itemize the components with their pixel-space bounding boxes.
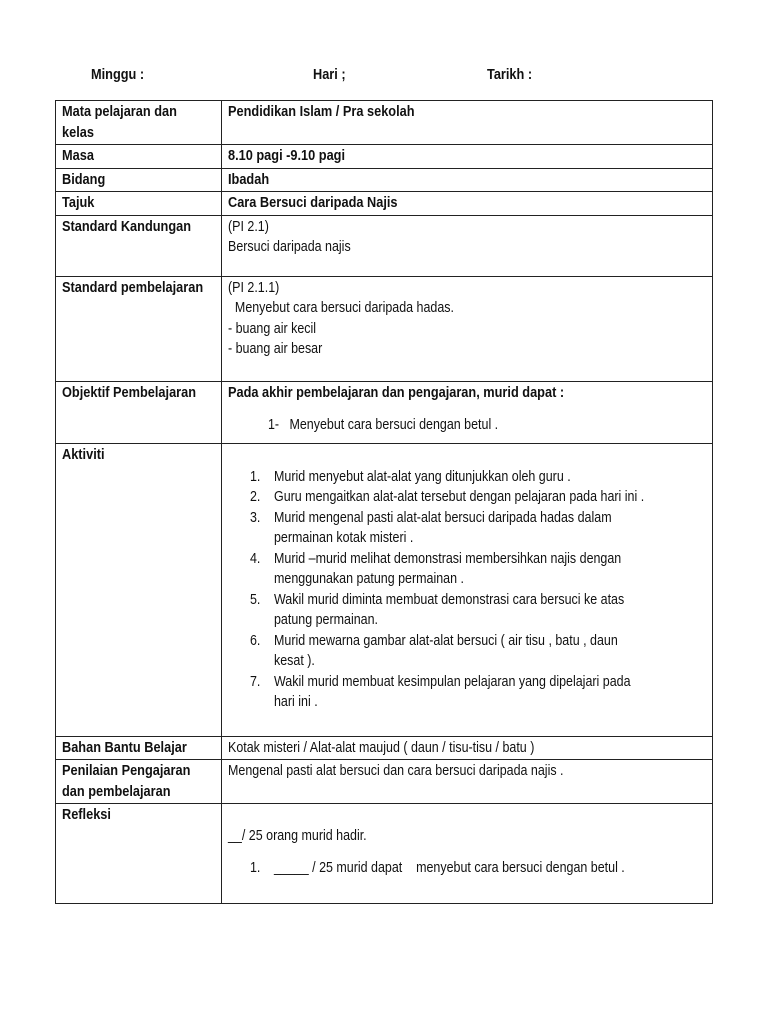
label-refleksi: Refleksi <box>62 807 111 823</box>
sp-code: (PI 2.1.1) <box>228 279 280 296</box>
row-refleksi <box>56 804 713 904</box>
header-tarikh: Tarikh : <box>487 66 533 83</box>
label-objektif: Objektif Pembelajaran <box>62 384 197 401</box>
list-item: 1. Murid menyebut alat-alat yang ditunjukkan oleh guru . <box>250 468 571 485</box>
label-standard-pembelajaran: Standard pembelajaran <box>62 279 204 296</box>
aktiviti-list <box>228 467 707 713</box>
label-penilaian-1: Penilaian Pengajaran <box>62 763 191 779</box>
label-aktiviti: Aktiviti <box>62 446 105 463</box>
list-item: 3. Murid mengenal pasti alat-alat bersuci daripada hadas dalam permainan kotak misteri . <box>250 509 612 546</box>
sk-text: Bersuci daripada najis <box>228 239 351 255</box>
value-mata-pelajaran: Pendidikan Islam / Pra sekolah <box>228 104 415 120</box>
label-bahan-bantu: Bahan Bantu Belajar <box>62 739 187 756</box>
refleksi-item-num: 1. <box>250 859 261 876</box>
list-item: 2. Guru mengaitkan alat-alat tersebut dengan pelajaran pada hari ini . <box>250 489 645 505</box>
header-minggu: Minggu : <box>91 66 145 83</box>
value-penilaian: Mengenal pasti alat bersuci dan cara bersuci daripada najis . <box>228 763 564 779</box>
lesson-plan-table <box>55 100 713 904</box>
label-mata-pelajaran-2: kelas <box>62 124 94 141</box>
row-bahan-bantu <box>56 736 713 760</box>
label-bidang: Bidang <box>62 171 106 188</box>
list-item: 6. Murid mewarna gambar alat-alat bersuci ( air tisu , batu , daun kesat ). <box>250 632 618 669</box>
value-bidang: Ibadah <box>228 171 270 188</box>
sp-item-1: - buang air kecil <box>228 320 317 337</box>
row-objektif <box>56 381 713 443</box>
label-penilaian-2: dan pembelajaran <box>62 783 171 800</box>
list-item: 7. Wakil murid membuat kesimpulan pelajaran yang dipelajari pada hari ini . <box>250 673 631 710</box>
value-masa: 8.10 pagi -9.10 pagi <box>228 148 346 164</box>
refleksi-item <box>228 858 707 879</box>
label-standard-kandungan: Standard Kandungan <box>62 218 192 235</box>
value-bahan-bantu: Kotak misteri / Alat-alat maujud ( daun / tisu-tisu / batu ) <box>228 739 535 756</box>
sp-text: Menyebut cara bersuci daripada hadas. <box>228 300 454 316</box>
row-bidang <box>56 168 713 192</box>
row-aktiviti <box>56 443 713 736</box>
objektif-intro: Pada akhir pembelajaran dan pengajaran, murid dapat : <box>228 384 565 401</box>
label-masa: Masa <box>62 148 94 164</box>
header-hari: Hari ; <box>313 66 346 83</box>
objektif-item: 1- Menyebut cara bersuci dengan betul . <box>268 417 499 433</box>
row-mata-pelajaran <box>56 101 713 145</box>
refleksi-item-text: _____ / 25 murid dapat menyebut cara bersuci dengan betul . <box>274 859 625 876</box>
label-mata-pelajaran-1: Mata pelajaran dan <box>62 104 177 120</box>
row-standard-kandungan <box>56 215 713 276</box>
row-standard-pembelajaran <box>56 276 713 381</box>
row-masa <box>56 145 713 169</box>
value-tajuk: Cara Bersuci daripada Najis <box>228 195 398 211</box>
sk-code: (PI 2.1) <box>228 218 269 235</box>
list-item: 5. Wakil murid diminta membuat demonstrasi cara bersuci ke atas patung permainan. <box>250 591 625 628</box>
sp-item-2: - buang air besar <box>228 341 323 357</box>
label-tajuk: Tajuk <box>62 195 95 211</box>
row-tajuk <box>56 192 713 216</box>
refleksi-hadir: __/ 25 orang murid hadir. <box>228 828 367 844</box>
list-item: 4. Murid –murid melihat demonstrasi membersihkan najis dengan menggunakan patung permainan . <box>250 550 622 587</box>
row-penilaian <box>56 760 713 804</box>
